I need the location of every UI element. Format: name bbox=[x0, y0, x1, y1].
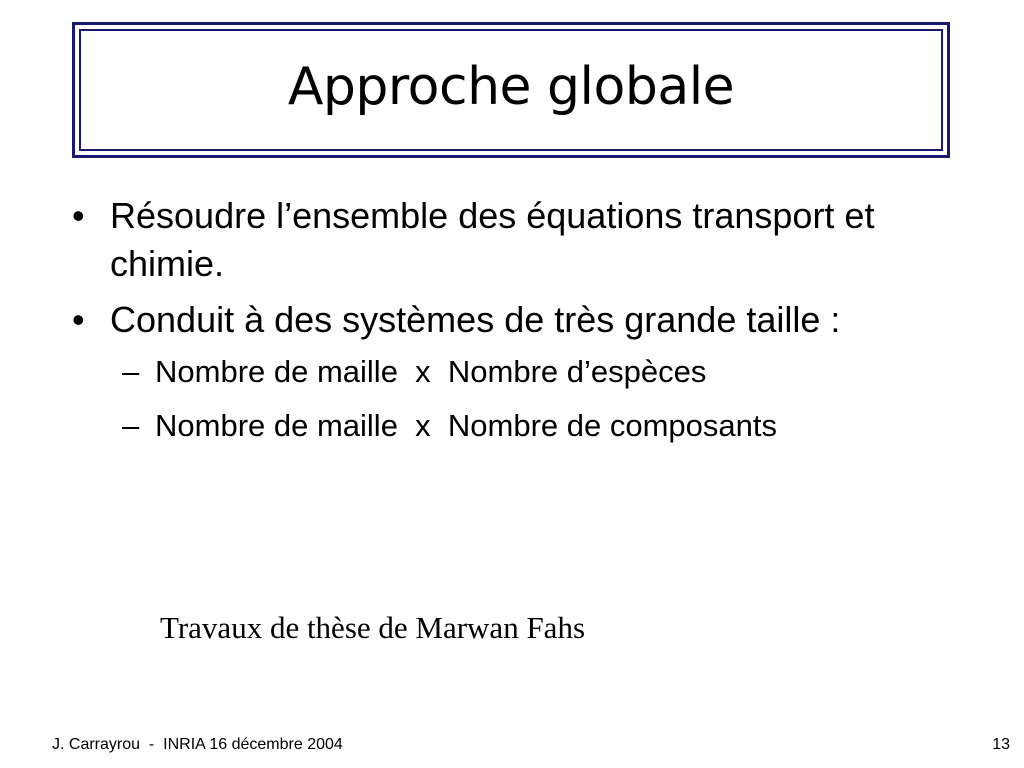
bullet-text: Conduit à des systèmes de très grande taille : bbox=[110, 299, 841, 340]
sub-bullet-marker: – bbox=[122, 354, 140, 389]
page-number: 13 bbox=[992, 736, 1010, 753]
thesis-credit: Travaux de thèse de Marwan Fahs bbox=[160, 610, 586, 645]
sub-bullet-list bbox=[72, 352, 972, 446]
footer-text: J. Carrayrou - INRIA 16 décembre 2004 bbox=[52, 736, 343, 753]
sub-bullet-marker: – bbox=[122, 408, 140, 443]
sub-bullet-item bbox=[72, 352, 972, 392]
title-frame bbox=[72, 22, 950, 158]
bullet-text: Résoudre l’ensemble des équations transport et chimie. bbox=[110, 195, 875, 284]
bullet-item bbox=[72, 192, 972, 288]
bullet-item bbox=[72, 296, 972, 344]
bullet-list bbox=[72, 192, 972, 460]
bullet-marker: • bbox=[72, 195, 85, 236]
sub-bullet-item bbox=[72, 406, 972, 446]
sub-bullet-text: Nombre de maille x Nombre d’espèces bbox=[155, 354, 707, 389]
title-frame-inner bbox=[79, 29, 943, 151]
bullet-marker: • bbox=[72, 299, 85, 340]
slide-title: Approche globale bbox=[287, 57, 735, 117]
sub-bullet-text: Nombre de maille x Nombre de composants bbox=[155, 408, 777, 443]
